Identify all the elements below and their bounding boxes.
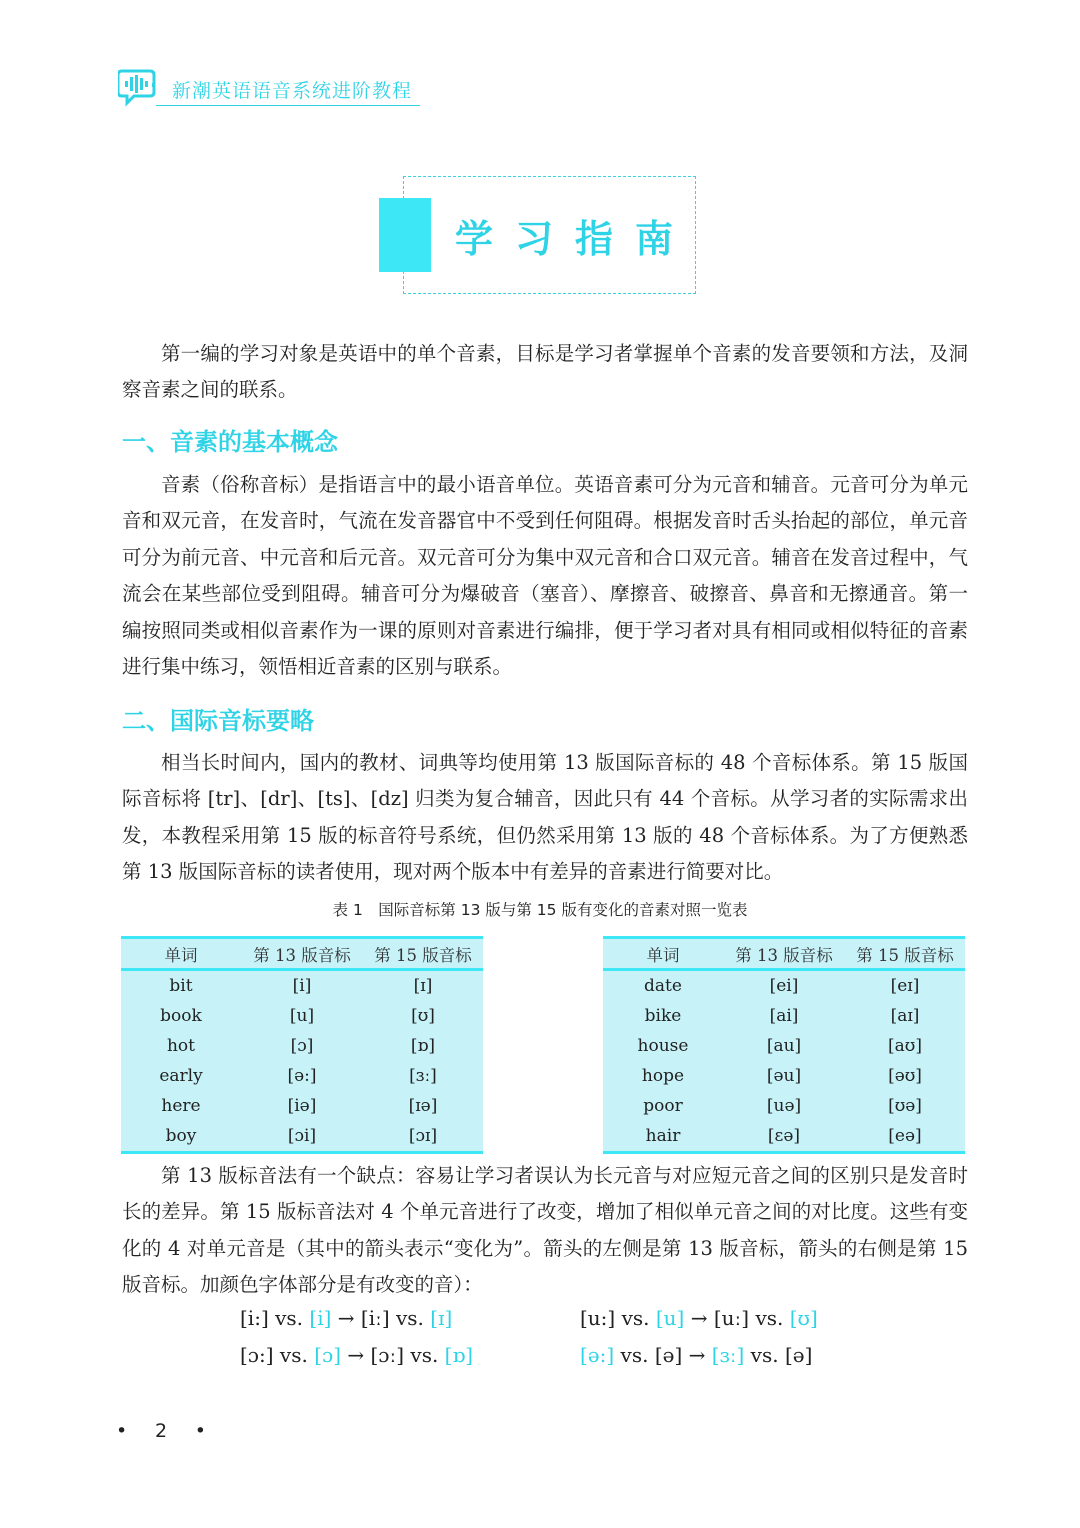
old-short-vowel-changed: [ɔ]	[314, 1343, 341, 1367]
table-row	[603, 1121, 965, 1153]
table-row	[603, 970, 965, 1002]
word-cell: here	[161, 1096, 201, 1116]
new-short-vowel-changed: [ɒ]	[444, 1343, 474, 1367]
v13-cell: [i]	[292, 976, 312, 996]
table-row	[603, 1031, 965, 1061]
new-long-vowel: [uː]	[713, 1306, 750, 1330]
v13-cell: [ə:]	[287, 1066, 317, 1086]
v13-cell: [ɔ]	[290, 1036, 314, 1056]
word-cell: hope	[641, 1066, 685, 1086]
vs-label: vs.	[273, 1343, 315, 1367]
v13-cell: [ɔi]	[287, 1126, 317, 1146]
v13-cell: [ɛə]	[767, 1126, 801, 1146]
v15-cell: [aʊ]	[888, 1036, 922, 1056]
vs-label: vs.	[404, 1343, 445, 1367]
header-15th: 第 15 版音标	[374, 945, 472, 965]
vowel-comparison-3	[240, 1343, 473, 1367]
old-long-vowel: [ɔ:]	[240, 1343, 274, 1367]
v13-cell: [əu]	[766, 1066, 802, 1086]
vs-label: vs.	[268, 1306, 310, 1330]
vowel-comparison-4	[580, 1343, 812, 1367]
word-cell: poor	[643, 1096, 683, 1116]
bullet-dot: •	[116, 1420, 128, 1442]
word-cell: date	[644, 976, 682, 996]
table-row	[603, 1001, 965, 1031]
phoneme-table-right	[603, 936, 965, 1154]
v15-cell: [ʊ]	[411, 1006, 435, 1026]
word-cell: boy	[165, 1126, 197, 1146]
header-rule	[156, 105, 420, 106]
arrow-label: →	[341, 1343, 371, 1367]
table-row	[121, 970, 483, 1002]
v13-cell: [uə]	[766, 1096, 802, 1116]
header-13th: 第 13 版音标	[735, 945, 833, 965]
vs-label: vs.	[744, 1343, 785, 1367]
vs-label: vs.	[614, 1343, 655, 1367]
vs-label: vs.	[615, 1306, 656, 1330]
v15-cell: [eɪ]	[890, 976, 920, 996]
v13-cell: [u]	[289, 1006, 315, 1026]
old-short-vowel-changed: [i]	[309, 1306, 332, 1330]
new-short-vowel: [ə]	[784, 1343, 813, 1367]
paragraph-phoneme-concept: 音素（俗称音标）是指语言中的最小语音单位。英语音素可分为元音和辅音。元音可分为单元音和双元音，在发音时，气流在发音器官中不受到任何阻碍。根据发音时舌头抬起的部位，单元音可分为前元音、中元音和后元音。双元音可分为集中双元音和合口双元音。辅音在发音过程中，气流会在某些部位受到阻碍。辅音可分为爆破音（塞音）、摩擦音、破擦音、鼻音和无擦通音。第一编按照同类或相似音素作为一课的原则对音素进行编排，便于学习者对具有相同或相似特征的音素进行集中练习，领悟相近音素的区别与联系。	[122, 473, 968, 679]
table-row	[603, 1061, 965, 1091]
header-title: 新潮英语语音系统进阶教程	[172, 80, 413, 102]
new-long-vowel: [ɔː]	[370, 1343, 405, 1367]
old-long-vowel: [u:]	[580, 1306, 616, 1330]
phoneme-table-left	[121, 936, 483, 1154]
arrow-label: →	[684, 1306, 714, 1330]
v15-cell: [aɪ]	[890, 1006, 920, 1026]
section-banner-block	[379, 198, 431, 272]
word-cell: hot	[166, 1036, 195, 1056]
word-cell: hair	[645, 1126, 681, 1146]
table-row	[121, 1001, 483, 1031]
old-short-vowel-changed: [u]	[655, 1306, 685, 1330]
word-cell: early	[159, 1066, 203, 1086]
v13-cell: [ei]	[769, 976, 799, 996]
word-cell: house	[637, 1036, 689, 1056]
table-header-row	[603, 938, 965, 970]
page-number	[116, 1420, 206, 1442]
heading-ipa-overview: 二、国际音标要略	[122, 707, 314, 735]
vs-label: vs.	[749, 1306, 790, 1330]
vowel-comparison-2	[580, 1306, 818, 1330]
table-row	[121, 1061, 483, 1091]
v15-cell: [ɔɪ]	[408, 1126, 438, 1146]
vowel-comparison-1	[240, 1306, 452, 1330]
table-row	[121, 1091, 483, 1121]
v15-cell: [əʊ]	[888, 1066, 922, 1086]
bullet-dot: •	[194, 1420, 206, 1442]
v15-cell: [ɪə]	[408, 1096, 438, 1116]
header-15th: 第 15 版音标	[856, 945, 954, 965]
word-cell: bit	[169, 976, 193, 996]
new-long-vowel: [iː]	[360, 1306, 390, 1330]
arrow-label: →	[682, 1343, 712, 1367]
new-short-vowel-changed: [ɪ]	[430, 1306, 453, 1330]
new-long-vowel-changed: [ɜː]	[711, 1343, 745, 1367]
v13-cell: [ai]	[769, 1006, 799, 1026]
paragraph-ipa-overview: 相当长时间内，国内的教材、词典等均使用第 13 版国际音标的 48 个音标体系。第 15 版国际音标将 [tr]、[dr]、[ts]、[dz] 归类为复合辅音，因此只有 44 个音标。从学习者的实际需求出发，本教程采用第 15 版的标音符号系统，但仍然采用第 13 版的 48 个音标体系。为了方便熟悉第 13 版国际音标的读者使用，现对两个版本中有差异的音素进行简要对比。	[122, 751, 968, 884]
table-row	[121, 1121, 483, 1153]
v15-cell: [ʊə]	[888, 1096, 922, 1116]
arrow-label: →	[331, 1306, 361, 1330]
v15-cell: [ɜː]	[409, 1066, 437, 1086]
page-number-value: 2	[154, 1420, 168, 1442]
table-row	[121, 1031, 483, 1061]
vs-label: vs.	[389, 1306, 431, 1330]
v13-cell: [iə]	[287, 1096, 317, 1116]
old-long-vowel: [i:]	[240, 1306, 269, 1330]
v15-cell: [ɒ]	[410, 1036, 436, 1056]
v15-cell: [ɪ]	[413, 976, 433, 996]
table-caption: 表 1 国际音标第 13 版与第 15 版有变化的音素对照一览表	[332, 901, 748, 919]
header-word: 单词	[164, 945, 198, 965]
running-header	[118, 66, 420, 106]
new-short-vowel-changed: [ʊ]	[789, 1306, 818, 1330]
intro-paragraph: 第一编的学习对象是英语中的单个音素，目标是学习者掌握单个音素的发音要领和方法，及洞察音素之间的联系。	[122, 342, 968, 402]
word-cell: book	[160, 1006, 202, 1026]
speech-bubble-waveform-icon	[118, 68, 160, 108]
heading-phoneme-concept: 一、音素的基本概念	[122, 428, 338, 456]
header-word: 单词	[646, 945, 680, 965]
table-header-row	[121, 938, 483, 970]
word-cell: bike	[644, 1006, 682, 1026]
old-long-vowel-changed: [ə:]	[580, 1343, 615, 1367]
old-short-vowel: [ə]	[654, 1343, 683, 1367]
paragraph-notation-comparison: 第 13 版标音法有一个缺点：容易让学习者误认为长元音与对应短元音之间的区别只是发音时长的差异。第 15 版标音法对 4 个单元音进行了改变，增加了相似单元音之间的对比度。这些有变化的 4 对单元音是（其中的箭头表示“变化为”。箭头的左侧是第 13 版音标，箭头的右侧是第 15 版音标。加颜色字体部分是有改变的音）：	[122, 1164, 968, 1297]
v13-cell: [au]	[766, 1036, 802, 1056]
header-13th: 第 13 版音标	[253, 945, 351, 965]
section-title: 学习指南	[455, 217, 696, 261]
v15-cell: [eə]	[888, 1126, 922, 1146]
table-row	[603, 1091, 965, 1121]
